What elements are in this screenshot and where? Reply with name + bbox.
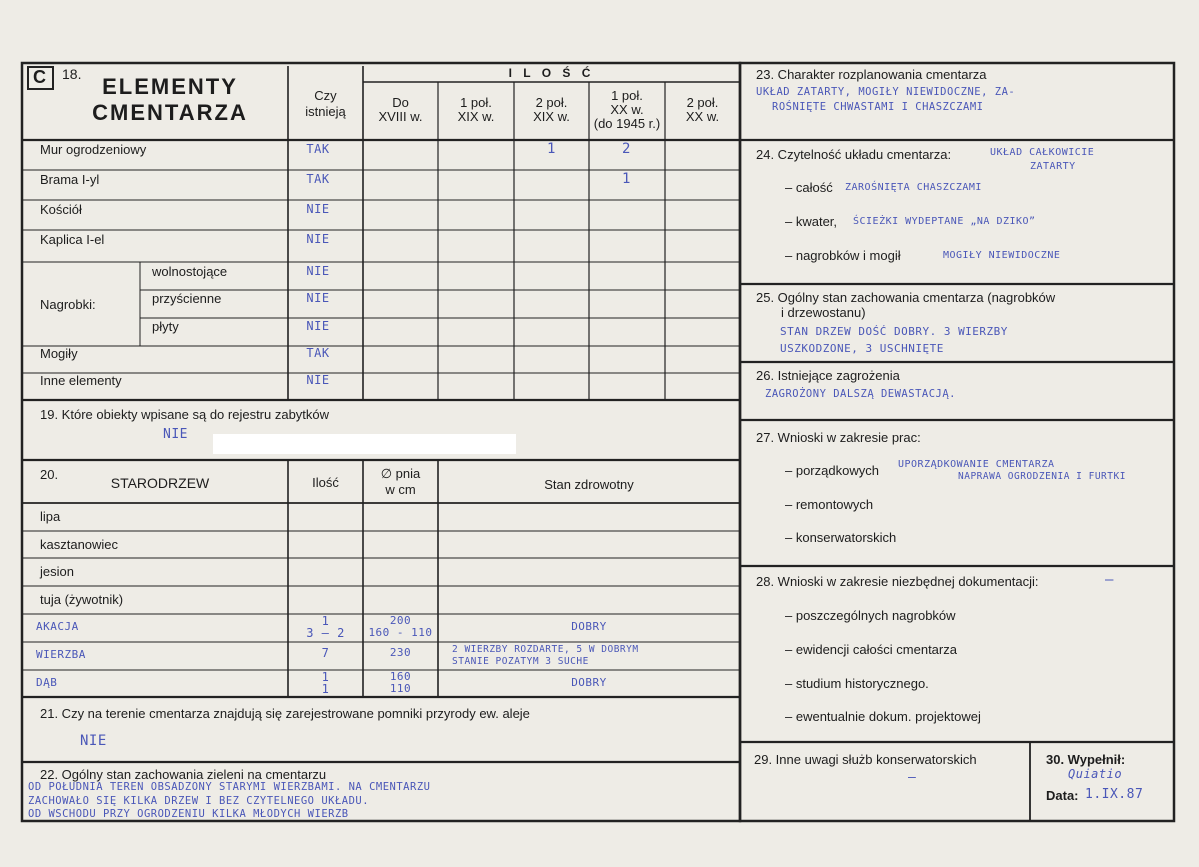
col-diam-header [363, 466, 438, 498]
section-25-answer-1: STAN DRZEW DOŚĆ DOBRY. 3 WIERZBY [780, 325, 1008, 338]
section-23-answer-2: ROŚNIĘTE CHWASTAMI I CHASZCZAMI [772, 101, 984, 113]
section-27-item-2: – remontowych [785, 497, 874, 512]
tree-qty: 1 [321, 682, 330, 696]
section-c-mark: C [33, 67, 46, 87]
element-row-label: Mur ogrodzeniowy [40, 142, 147, 157]
element-row-label: Kościół [40, 202, 82, 217]
period-header-4-line-0: 2 poł. [686, 95, 719, 110]
period-header-3-line-1: XX w. [610, 102, 644, 117]
col-diam-line-1: ∅ pnia [380, 466, 421, 481]
tree-health: STANIE POZATYM 3 SUCHE [452, 656, 589, 667]
element-row-label: przyścienne [152, 291, 222, 306]
section-24-answer-1: UKŁAD CAŁKOWICIE [990, 147, 1095, 158]
col-quantity-header: I L O Ś Ć [508, 66, 595, 80]
element-row-label: płyty [152, 319, 179, 334]
element-row-exists: NIE [306, 291, 330, 305]
section-24-item-2: – kwater, [785, 214, 838, 229]
section-18-title [60, 74, 280, 126]
tree-qty: 3 – 2 [306, 626, 345, 640]
element-row-exists: NIE [306, 232, 330, 246]
period-header-3-line-2: (do 1945 r.) [593, 116, 661, 131]
tree-qty: 1 [321, 670, 330, 684]
section-29-label: 29. Inne uwagi służb konserwatorskich [754, 752, 977, 767]
col-health-header: Stan zdrowotny [544, 477, 634, 492]
section-20-number: 20. [40, 467, 59, 482]
period-header-1-line-0: 1 poł. [460, 95, 492, 110]
section-21-label: 21. Czy na terenie cmentarza znajdują się zarejestrowane pomniki przyrody ew. aleje [40, 706, 530, 721]
element-row-exists: NIE [306, 264, 330, 278]
section-30-label: 30. Wypełnił: [1046, 752, 1126, 767]
section-27-label: 27. Wnioski w zakresie prac: [756, 430, 921, 445]
section-30-date: 1.IX.87 [1085, 787, 1144, 802]
period-header-2-line-0: 2 poł. [535, 95, 568, 110]
tree-diameter: 110 [389, 682, 412, 695]
title-line-2: CMENTARZA [92, 100, 248, 125]
section-26-label: 26. Istniejące zagrożenia [756, 368, 900, 383]
section-25-label-2: i drzewostanu) [781, 305, 866, 320]
col-exists-line-1: Czy [314, 88, 337, 103]
tree-row-label: lipa [40, 509, 61, 524]
section-28-item-1: – poszczególnych nagrobków [785, 608, 956, 623]
col-exists-header [288, 88, 363, 120]
element-row-exists: NIE [306, 373, 330, 387]
tree-diameter: 200 [389, 614, 412, 627]
section-21-answer: NIE [80, 733, 107, 749]
period-header-3-line-0: 1 poł. [611, 88, 643, 103]
section-24-item-1-answer: ZAROŚNIĘTA CHASZCZAMI [845, 182, 982, 193]
element-row-label: Mogiły [40, 346, 78, 361]
section-23-answer-1: UKŁAD ZATARTY, MOGIŁY NIEWIDOCZNE, ZA- [756, 86, 1016, 98]
section-24-label: 24. Czytelność układu cmentarza: [756, 147, 952, 162]
period-header-4-line-1: XX w. [685, 109, 720, 124]
tree-row-label: kasztanowiec [40, 537, 119, 552]
section-20-title: STARODRZEW [110, 475, 210, 491]
col-exists-line-2: istnieją [305, 104, 346, 119]
section-25-answer-2: USZKODZONE, 3 USCHNIĘTE [780, 342, 944, 355]
element-row-quantity: 2 [622, 141, 631, 157]
element-row-quantity: 1 [622, 171, 631, 187]
tree-diameter: 160 - 110 [368, 626, 433, 639]
section-25-label-1: 25. Ogólny stan zachowania cmentarza (nagrobków [756, 290, 1056, 305]
element-row-exists: TAK [306, 346, 330, 360]
section-27-answer-2: NAPRAWA OGRODZENIA I FURTKI [958, 471, 1126, 482]
redaction-strip [213, 434, 516, 454]
section-26-answer: ZAGROŻONY DALSZĄ DEWASTACJĄ. [765, 388, 957, 400]
col-diam-line-2: w cm [385, 482, 416, 497]
section-29-answer: – [908, 770, 917, 785]
tree-health: 2 WIERZBY ROZDARTE, 5 W DOBRYM [452, 644, 639, 655]
period-header-2-line-1: XIX w. [533, 109, 570, 124]
element-row-label: wolnostojące [152, 264, 228, 279]
section-30-signature: Quiatio [1068, 767, 1123, 781]
section-28-item-2: – ewidencji całości cmentarza [785, 642, 957, 657]
section-19-answer: NIE [163, 427, 188, 442]
element-row-exists: TAK [306, 142, 330, 156]
tree-diameter: 160 [389, 670, 412, 683]
section-24-item-2-answer: ŚCIEŻKI WYDEPTANE „NA DZIKO” [853, 216, 1036, 227]
tree-species: DĄB [36, 676, 58, 689]
section-27-item-3: – konserwatorskich [785, 530, 897, 545]
element-row-label: Inne elementy [40, 373, 122, 388]
section-23-label: 23. Charakter rozplanowania cmentarza [756, 67, 987, 82]
nagrobki-label: Nagrobki: [40, 297, 96, 312]
element-row-label: Kaplica I-el [40, 232, 105, 247]
section-28-item-4: – ewentualnie dokum. projektowej [785, 709, 981, 724]
element-row-exists: NIE [306, 202, 330, 216]
tree-qty: 1 [321, 614, 330, 628]
period-header-1 [438, 96, 514, 124]
element-row-exists: TAK [306, 172, 330, 186]
period-header-0-line-1: XVIII w. [378, 109, 423, 124]
element-row-label: Brama I-yl [40, 172, 100, 187]
period-header-4 [665, 96, 740, 124]
section-24-item-3: – nagrobków i mogił [785, 248, 901, 263]
section-27-item-1: – porządkowych [785, 463, 879, 478]
tree-health: DOBRY [571, 676, 607, 689]
period-header-2 [514, 96, 589, 124]
section-22-answer-1: OD POŁUDNIA TEREN OBSADZONY STARYMI WIERZBAMI. NA CMENTARZU [28, 781, 431, 793]
tree-health: DOBRY [571, 620, 607, 633]
section-18-number: 18. [62, 66, 82, 82]
tree-row-label: tuja (żywotnik) [40, 592, 124, 607]
element-row-quantity: 1 [547, 141, 556, 157]
tree-row-label: jesion [40, 564, 74, 579]
title-line-1: ELEMENTY [102, 74, 238, 99]
tree-species: WIERZBA [36, 648, 86, 661]
element-row-exists: NIE [306, 319, 330, 333]
tree-species: AKACJA [36, 620, 79, 633]
period-header-3 [589, 89, 665, 131]
period-header-1-line-1: XIX w. [457, 109, 495, 124]
section-28-dash: – [1105, 572, 1114, 588]
section-22-answer-2: ZACHOWAŁO SIĘ KILKA DRZEW I BEZ CZYTELNEGO UKŁADU. [28, 795, 370, 807]
section-22-label: 22. Ogólny stan zachowania zieleni na cmentarzu [40, 767, 327, 782]
section-30-date-label: Data: [1046, 788, 1079, 803]
period-header-0 [363, 96, 438, 124]
section-19-label: 19. Które obiekty wpisane są do rejestru zabytków [40, 407, 330, 422]
col-qty-header: Ilość [312, 475, 339, 490]
section-28-label: 28. Wnioski w zakresie niezbędnej dokumentacji: [756, 574, 1039, 589]
period-header-0-line-0: Do [392, 95, 409, 110]
section-22-answer-3: OD WSCHODU PRZY OGRODZENIU KILKA MŁODYCH WIERZB [28, 808, 349, 820]
tree-qty: 7 [321, 646, 330, 660]
section-24-answer-2: ZATARTY [1030, 161, 1076, 172]
section-24-item-3-answer: MOGIŁY NIEWIDOCZNE [943, 250, 1061, 261]
section-28-item-3: – studium historycznego. [785, 676, 929, 691]
section-27-answer-1: UPORZĄDKOWANIE CMENTARZA [898, 459, 1055, 470]
section-24-item-1: – całość [785, 180, 833, 195]
tree-diameter: 230 [389, 646, 412, 659]
